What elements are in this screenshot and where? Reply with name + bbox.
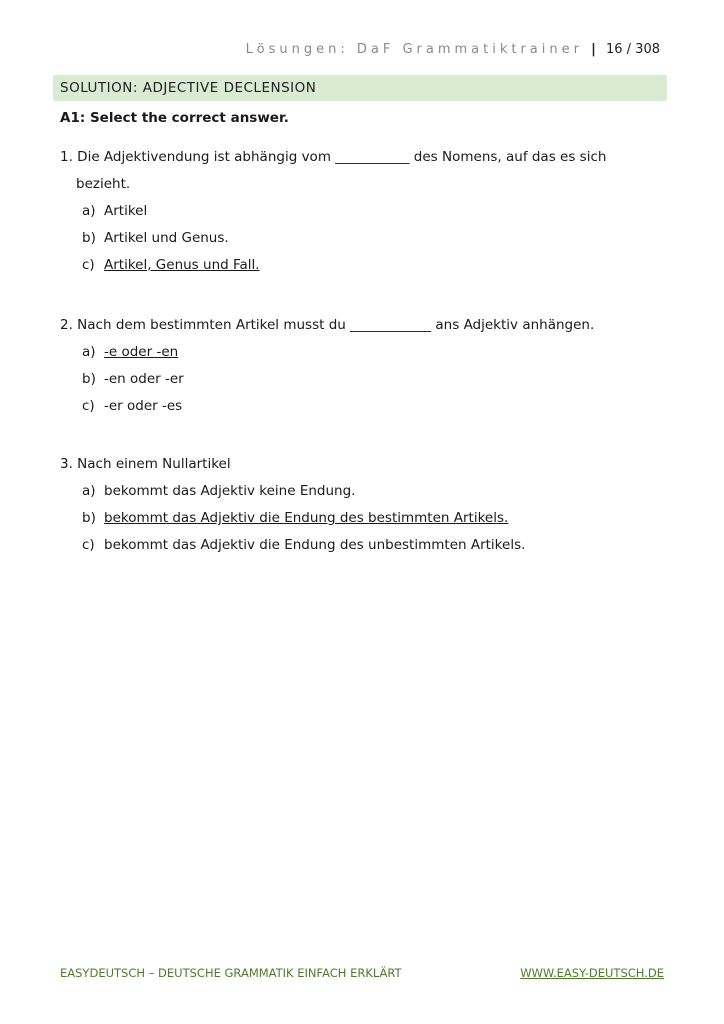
option-letter: b): [82, 510, 96, 526]
page-number: 16 / 308: [606, 42, 660, 57]
option-letter: c): [82, 537, 95, 553]
header-separator: |: [591, 42, 596, 57]
footer-website-link[interactable]: WWW.EASY-DEUTSCH.DE: [520, 966, 664, 980]
option-letter: a): [82, 483, 96, 499]
option-1a: [60, 198, 670, 225]
option-letter: c): [82, 257, 95, 273]
footer-brand: EASYDEUTSCH – DEUTSCHE GRAMMATIK EINFACH ERKLÄRT: [60, 966, 402, 980]
correct-answer: Artikel, Genus und Fall.: [104, 257, 260, 273]
question-2: [60, 312, 670, 420]
correct-answer: -e oder -en: [104, 344, 179, 360]
option-text: bekommt das Adjektiv keine Endung.: [104, 483, 356, 499]
option-1b: [60, 225, 670, 252]
option-letter: c): [82, 398, 95, 414]
correct-answer: bekommt das Adjektiv die Endung des bestimmten Artikels.: [104, 510, 509, 526]
option-1c: [60, 252, 670, 279]
option-3a: [60, 478, 670, 505]
question-1: [60, 144, 670, 279]
question-3: [60, 451, 670, 559]
option-2c: [60, 393, 670, 420]
option-3c: [60, 532, 670, 559]
option-text: Artikel: [104, 203, 148, 219]
question-3-text: 3. Nach einem Nullartikel: [60, 456, 231, 472]
option-text: Artikel und Genus.: [104, 230, 229, 246]
question-1-text: 1. Die Adjektivendung ist abhängig vom ___________ des Nomens, auf das es sich: [60, 149, 607, 165]
option-letter: a): [82, 203, 96, 219]
question-2-options: [60, 339, 670, 420]
header-title: Lösungen: DaF Grammatiktrainer: [245, 42, 583, 57]
option-2b: [60, 366, 670, 393]
task-title: A1: Select the correct answer.: [60, 110, 289, 126]
section-title: SOLUTION: ADJECTIVE DECLENSION: [53, 75, 667, 101]
question-1-text-continued: bezieht.: [76, 176, 131, 192]
page-header: [246, 42, 660, 57]
option-2a: [60, 339, 670, 366]
option-text: -er oder -es: [104, 398, 183, 414]
option-letter: b): [82, 371, 96, 387]
option-text: -en oder -er: [104, 371, 184, 387]
question-3-options: [60, 478, 670, 559]
option-text: bekommt das Adjektiv die Endung des unbestimmten Artikels.: [104, 537, 526, 553]
question-1-options: [60, 198, 670, 279]
option-letter: a): [82, 344, 96, 360]
option-letter: b): [82, 230, 96, 246]
option-3b: [60, 505, 670, 532]
question-2-text: 2. Nach dem bestimmten Artikel musst du ____________ ans Adjektiv anhängen.: [60, 317, 595, 333]
